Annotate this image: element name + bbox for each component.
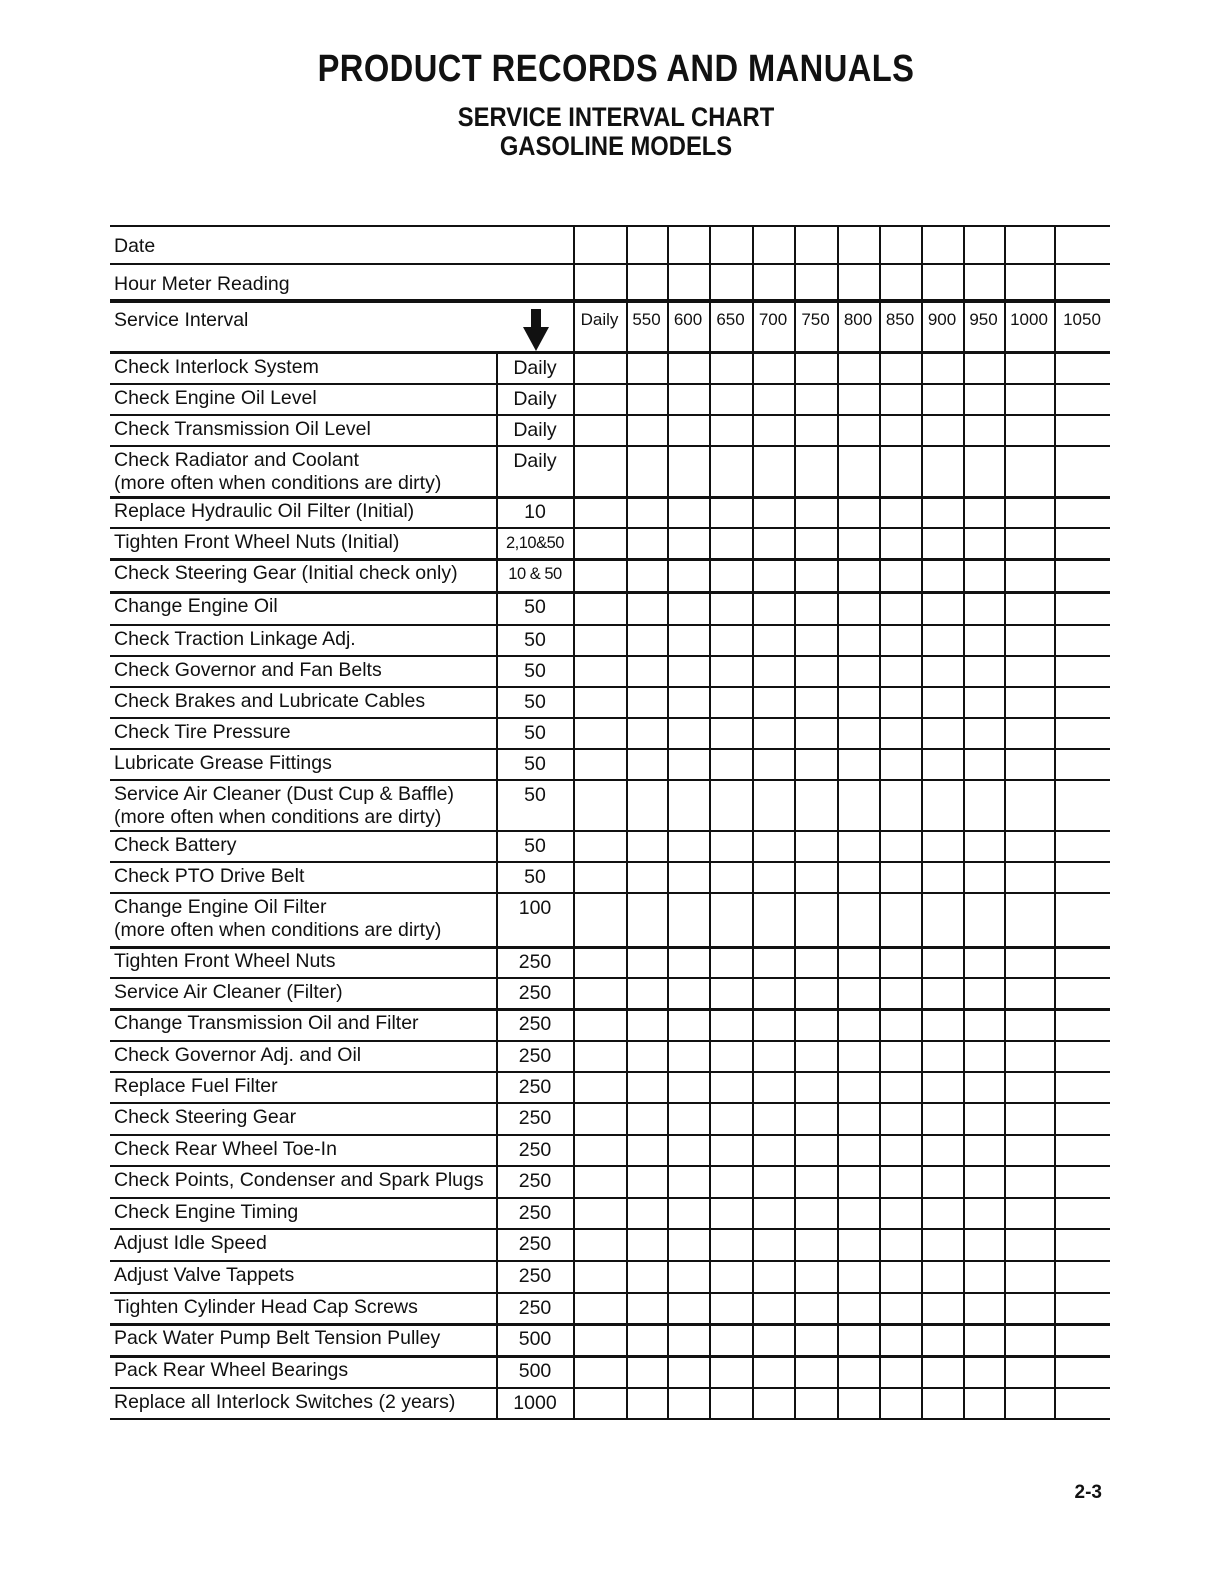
task-name: Check Interlock System [114, 356, 319, 378]
header-bottom-rule [110, 351, 1110, 354]
task-name: Replace all Interlock Switches (2 years) [114, 1391, 456, 1413]
task-interval: 250 [518, 1139, 552, 1161]
task-label [114, 783, 498, 829]
task-name: Check Steering Gear [114, 1106, 297, 1128]
task-label [114, 1169, 498, 1192]
task-name: Check Tire Pressure [114, 721, 291, 743]
task-interval: 250 [518, 982, 552, 1004]
task-name: Change Engine Oil Filter [114, 896, 327, 918]
task-name: Check Governor Adj. and Oil [114, 1044, 362, 1066]
task-interval: 250 [518, 1013, 552, 1035]
task-interval: 250 [518, 951, 552, 973]
hour-meter-row-label: Hour Meter Reading [114, 273, 290, 295]
task-label [114, 1391, 498, 1414]
row-rule [110, 1102, 1110, 1104]
task-interval: 250 [518, 1076, 552, 1098]
row-rule [110, 1387, 1110, 1389]
task-name: Check Engine Timing [114, 1201, 299, 1223]
page-number: 2-3 [1074, 1482, 1102, 1503]
task-note: (more often when conditions are dirty) [114, 472, 442, 494]
grid-column-rule [626, 225, 628, 1418]
row-rule [110, 1355, 1110, 1358]
task-interval: 50 [524, 866, 546, 888]
row-rule [110, 1323, 1110, 1326]
task-interval: 50 [524, 784, 546, 806]
interval-column-header: Daily [580, 310, 619, 329]
row-rule [110, 861, 1110, 863]
task-name: Service Air Cleaner (Filter) [114, 981, 343, 1003]
task-interval: Daily [513, 450, 557, 472]
row-rule [110, 1228, 1110, 1230]
task-label [114, 690, 498, 713]
task-interval: 250 [518, 1045, 552, 1067]
task-label [114, 721, 498, 744]
table-rule [110, 225, 1110, 227]
task-interval: 1000 [513, 1392, 557, 1414]
row-rule [110, 1165, 1110, 1167]
task-name: Adjust Valve Tappets [114, 1264, 295, 1286]
task-label [114, 1075, 498, 1098]
row-rule [110, 558, 1110, 561]
row-rule [110, 445, 1110, 447]
task-name: Pack Water Pump Belt Tension Pulley [114, 1327, 441, 1349]
task-label [114, 418, 498, 441]
task-interval: 10 & 50 [508, 565, 562, 583]
task-name: Tighten Cylinder Head Cap Screws [114, 1296, 418, 1318]
row-rule [110, 686, 1110, 688]
task-name: Tighten Front Wheel Nuts (Initial) [114, 531, 400, 553]
task-label [114, 752, 498, 775]
task-name: Check Steering Gear (Initial check only) [114, 562, 458, 584]
row-rule [110, 892, 1110, 894]
task-name: Lubricate Grease Fittings [114, 752, 332, 774]
task-name: Change Engine Oil [114, 595, 278, 617]
interval-column-header: 950 [969, 310, 998, 329]
task-name: Pack Rear Wheel Bearings [114, 1359, 349, 1381]
row-rule [110, 624, 1110, 626]
task-label [114, 387, 498, 410]
task-label [114, 1264, 498, 1287]
task-interval: 50 [524, 691, 546, 713]
row-rule [110, 830, 1110, 832]
grid-column-rule [1004, 225, 1006, 1418]
grid-column-rule [963, 225, 965, 1418]
interval-column-header: 1000 [1010, 310, 1048, 329]
task-label [114, 834, 498, 857]
grid-column-rule [837, 225, 839, 1418]
task-label [114, 562, 498, 585]
grid-column-rule [573, 225, 575, 1418]
task-label [114, 1012, 498, 1035]
task-interval: 50 [524, 835, 546, 857]
down-arrow-icon [523, 309, 549, 351]
task-interval: 10 [524, 501, 546, 523]
row-rule [110, 1134, 1110, 1136]
grid-column-rule [794, 225, 796, 1418]
task-name: Check Transmission Oil Level [114, 418, 371, 440]
interval-column-header: 800 [843, 310, 873, 329]
task-label [114, 1327, 498, 1350]
task-label [114, 1232, 498, 1255]
interval-column-header: 900 [927, 310, 957, 329]
row-rule [110, 591, 1110, 594]
task-interval: 250 [518, 1265, 552, 1287]
task-name: Check Traction Linkage Adj. [114, 628, 356, 650]
task-label [114, 1296, 498, 1319]
task-note: (more often when conditions are dirty) [114, 919, 442, 941]
page-title: PRODUCT RECORDS AND MANUALS [317, 48, 915, 90]
task-label [114, 356, 498, 379]
table-rule [110, 263, 1110, 265]
interval-column-header: 1050 [1063, 310, 1101, 329]
task-interval: 500 [518, 1360, 552, 1382]
task-interval: 50 [524, 722, 546, 744]
chart-subtitle: SERVICE INTERVAL CHART [457, 102, 775, 132]
task-interval: Daily [513, 357, 557, 379]
task-name: Replace Fuel Filter [114, 1075, 278, 1097]
task-name: Check Rear Wheel Toe-In [114, 1138, 337, 1160]
grid-column-rule [709, 225, 711, 1418]
task-name: Check Radiator and Coolant [114, 449, 359, 471]
task-label [114, 500, 498, 523]
task-name: Check Engine Oil Level [114, 387, 317, 409]
task-name: Check Brakes and Lubricate Cables [114, 690, 426, 712]
row-rule [110, 655, 1110, 657]
task-label [114, 628, 498, 651]
task-interval: 2,10&50 [506, 534, 564, 552]
task-interval: Daily [513, 419, 557, 441]
task-name: Change Transmission Oil and Filter [114, 1012, 419, 1034]
task-name: Check Governor and Fan Belts [114, 659, 382, 681]
task-interval: 250 [518, 1202, 552, 1224]
grid-column-rule [752, 225, 754, 1418]
service-interval-table [110, 225, 1110, 1441]
task-label [114, 595, 498, 618]
row-rule [110, 1260, 1110, 1262]
task-interval: 100 [518, 897, 552, 919]
task-name: Check PTO Drive Belt [114, 865, 305, 887]
interval-column-header: 700 [758, 310, 788, 329]
task-note: (more often when conditions are dirty) [114, 806, 442, 828]
date-row-label: Date [114, 235, 156, 257]
task-label [114, 1359, 498, 1382]
model-subtitle: GASOLINE MODELS [499, 131, 733, 161]
task-interval: 250 [518, 1107, 552, 1129]
task-interval: 250 [518, 1233, 552, 1255]
task-interval: 50 [524, 629, 546, 651]
task-interval: Daily [513, 388, 557, 410]
interval-column-header: 850 [885, 310, 915, 329]
grid-column-rule [921, 225, 923, 1418]
row-rule [110, 946, 1110, 949]
task-label [114, 1138, 498, 1161]
task-label [114, 896, 498, 942]
row-rule [110, 383, 1110, 385]
task-label [114, 449, 498, 495]
row-rule [110, 1071, 1110, 1073]
interval-column-header: 550 [632, 310, 661, 329]
task-name: Check Battery [114, 834, 237, 856]
task-label [114, 1044, 498, 1067]
grid-column-rule [1054, 225, 1056, 1418]
task-label [114, 659, 498, 682]
task-name: Tighten Front Wheel Nuts [114, 950, 336, 972]
task-label [114, 1201, 498, 1224]
task-label [114, 1106, 498, 1129]
task-interval: 250 [518, 1170, 552, 1192]
task-interval: 500 [518, 1328, 552, 1350]
task-label [114, 865, 498, 888]
row-rule [110, 977, 1110, 979]
task-interval: 50 [524, 753, 546, 775]
task-interval: 50 [524, 596, 546, 618]
interval-column-divider [496, 352, 498, 1418]
interval-column-header: 750 [801, 310, 830, 329]
row-rule [110, 1040, 1110, 1042]
row-rule [110, 1008, 1110, 1011]
table-rule [110, 301, 1110, 303]
row-rule [110, 1197, 1110, 1199]
task-label [114, 950, 498, 973]
row-rule [110, 414, 1110, 416]
grid-column-rule [879, 225, 881, 1418]
row-rule [110, 496, 1110, 499]
task-interval: 250 [518, 1297, 552, 1319]
row-rule [110, 1292, 1110, 1294]
task-label [114, 981, 498, 1004]
row-rule [110, 1418, 1110, 1420]
task-name: Replace Hydraulic Oil Filter (Initial) [114, 500, 415, 522]
task-name: Service Air Cleaner (Dust Cup & Baffle) [114, 783, 454, 805]
task-name: Check Points, Condenser and Spark Plugs [114, 1169, 484, 1191]
task-label [114, 531, 498, 554]
interval-column-header: 600 [673, 310, 703, 329]
row-rule [110, 779, 1110, 781]
interval-column-header: 650 [716, 310, 745, 329]
grid-column-rule [667, 225, 669, 1418]
task-interval: 50 [524, 660, 546, 682]
row-rule [110, 717, 1110, 719]
task-name: Adjust Idle Speed [114, 1232, 267, 1254]
service-interval-row-label: Service Interval [114, 309, 249, 331]
row-rule [110, 748, 1110, 750]
row-rule [110, 527, 1110, 529]
